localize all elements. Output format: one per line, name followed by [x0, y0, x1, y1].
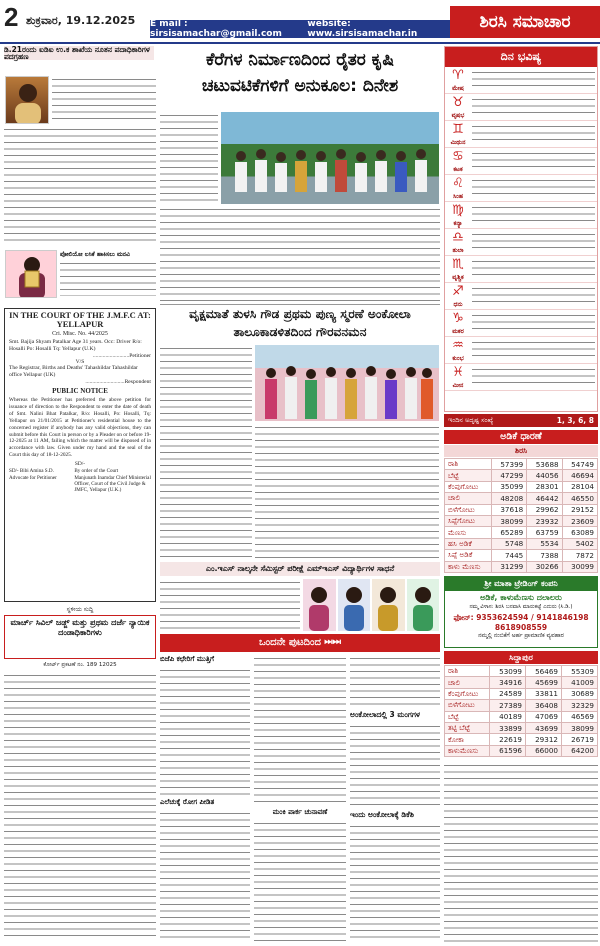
zodiac-row [445, 364, 597, 391]
ad-phone: ಫೋನ್: 9353624594 / 9141846198 [453, 613, 589, 622]
price-value: 28104 [562, 481, 597, 492]
story3-subhead: ಕೋರ್ಟ್ ಪ್ರಕಟಣೆ ನಂ. 189 12025 [43, 662, 117, 668]
zodiac-sign-icon: ♐ ಧನು [447, 285, 469, 311]
website-text[interactable]: website: www.sirsisamachar.in [307, 19, 418, 39]
second-story-body-1 [160, 345, 252, 559]
price-value: 5402 [562, 538, 597, 549]
price-value: 65289 [491, 527, 526, 538]
price-value: 5534 [527, 538, 562, 549]
price-value: 45699 [526, 677, 562, 688]
price-row [445, 470, 598, 481]
continued-body-6 [350, 723, 440, 807]
student-portrait-icon [303, 579, 335, 631]
price-value: 56469 [526, 666, 562, 677]
price-commodity: ಕಾಳುಮೆಣಸು [445, 745, 490, 756]
price-commodity: ಚಾಲಿ [445, 677, 490, 688]
petitioner-block: Smt. Bajija Shyam Patalkar Age 31 years. Occ: Driver R/o: Hosalli Po: Hosalli Tq: Yellapur (U.K) [9, 339, 142, 352]
lucky-number-label: ಇಂದಿನ ಅದೃಷ್ಟ ಸಂಖ್ಯೆ [448, 416, 494, 424]
story3-body [4, 672, 156, 940]
price-value: 54749 [562, 459, 597, 470]
respondent-block: The Registrar, Births and Deaths' Tahashildar Tahashildar office Yellapur (UK) [9, 365, 138, 378]
right-column-story [444, 762, 598, 942]
zodiac-sign-name: ಕುಂಭ [452, 355, 464, 362]
continued-body-5 [350, 655, 440, 707]
price-commodity: ಕೆಂಪುಗೋಟು [445, 688, 490, 699]
continued-sub2: ಎಲೆಚುಕ್ಕೆ ರೋಗ ಪೀಡಿತ [160, 798, 215, 806]
continued-body-3 [254, 655, 346, 805]
continued-body-2 [160, 810, 250, 942]
horoscope-title: ದಿನ ಭವಿಷ್ಯ [445, 47, 597, 67]
price-value: 63089 [562, 527, 597, 538]
second-headline: ವೃಕ್ಷಮಾತೆ ತುಳಸಿ ಗೌಡ ಪ್ರಥಮ ಪುಣ್ಯ ಸ್ಮರಣೆ ಅಂಕೋಲಾ ತಾಲೂಕಾಡಳಿತದಿಂದ ಗೌರವನಮನ [160, 304, 440, 342]
zodiac-row [445, 337, 597, 364]
price-value: 43699 [526, 722, 562, 733]
price-value: 28301 [527, 481, 562, 492]
student-photo-3 [372, 579, 405, 631]
price-row [445, 550, 598, 561]
lucky-number-bar [444, 414, 598, 427]
price-row [445, 561, 598, 572]
continued-sub5: ಇಂದು ಅಂಕೋಲಾಕ್ಕೆ ಡಿಕೆಶಿ [350, 810, 414, 819]
price-value: 30266 [527, 561, 562, 572]
zodiac-sign-name: ಕಟಕ [453, 166, 463, 173]
sirsi-label: ಶಿರಸಿ [444, 445, 598, 457]
price-commodity: ಬೆಟ್ಟೆ [445, 470, 492, 481]
price-value: 23609 [562, 515, 597, 526]
ad-phone-2: 8618908559 [494, 623, 548, 632]
zodiac-sign-icon: ♈ ಮೇಷ [447, 69, 469, 95]
price-commodity: ಕಾಳು ಮೆಣಸು [445, 561, 492, 572]
student-photo-4 [407, 579, 440, 631]
price-commodity: ರಾಶಿ [445, 666, 490, 677]
continued-sub3: ಮಂಕಿ ಪಾರ್ಕ ಚುನಾವಣೆ [272, 808, 328, 816]
ad-note: ನಮ್ಮಲ್ಲಿ ನಂಬಿಕೆಗೆ ಅರ್ಹ ಪ್ರಾಮಾಣಿಕ ವ್ಯವಹಾರ [478, 633, 564, 639]
price-value: 7388 [527, 550, 562, 561]
ad-tagline: ಅಡಿಕೆ, ಕಾಳುಮೆಣಸು ದಲಾಲರು [480, 593, 562, 602]
zodiac-sign-name: ಮಕರ [452, 328, 464, 335]
zodiac-prediction-text [472, 123, 595, 145]
speaker-photo [5, 76, 49, 124]
zodiac-prediction-text [472, 231, 595, 253]
price-value: 27389 [490, 700, 526, 711]
third-story-body [160, 579, 300, 631]
court-case-number: Cri. Misc. No. 44/2025 [52, 331, 108, 337]
zodiac-prediction-text [472, 312, 595, 334]
price-commodity: ಕೋಕಾ [445, 734, 490, 745]
lake-photo [221, 112, 439, 204]
student-photos [303, 579, 439, 631]
zodiac-sign-icon: ♌ ಸಿಂಹ [447, 177, 469, 203]
court-title: IN THE COURT OF THE J.M.F.C AT: YELLAPUR [9, 310, 151, 329]
third-headline: ಎಂ.ಇಎಸ್ ನಾಲ್ಕನೇ ಸೆಮಿಸ್ಟರ್ ಪರೀಕ್ಷೆ ಎಮ್ಇಎಸ್ ವಿದ್ಯಾರ್ಥಿಗಳ ಸಾಧನೆ [160, 562, 440, 576]
price-value: 47069 [526, 711, 562, 722]
award-photo [5, 250, 57, 298]
zodiac-row [445, 310, 597, 337]
continuation-ticker: ಒಂದನೇ ಪುಟದಿಂದ ⏭⏭ [160, 634, 440, 652]
zodiac-sign-name: ಸಿಂಹ [452, 193, 463, 200]
zodiac-list [445, 67, 597, 391]
email-text[interactable]: E mail : sirsisamachar@gmail.com [150, 19, 282, 39]
zodiac-prediction-text [472, 177, 595, 199]
price-value: 32329 [561, 700, 597, 711]
price-value: 33899 [490, 722, 526, 733]
price-value: 53099 [490, 666, 526, 677]
zodiac-prediction-text [472, 204, 595, 226]
gathering-photo-icon [255, 345, 439, 421]
zodiac-sign-name: ಮೇಷ [452, 85, 464, 92]
price-commodity: ಬಿಳೆಗೋಟು [445, 700, 490, 711]
price-row [445, 711, 598, 722]
student-photo-2 [338, 579, 371, 631]
price-row [445, 734, 598, 745]
price-commodity: ಸಿಪ್ಪೆ ಅಡಿಕೆ [445, 550, 492, 561]
price-value: 46550 [562, 493, 597, 504]
ad-address: ನಮ್ಮ ವಿಳಾಸ: ಶಿರಸಿ ಬನವಾಸಿ ಮಾರುಕಟ್ಟೆ ಎದುರು (ಸಿ.ಡಿ.) [469, 604, 573, 610]
price-value: 26719 [561, 734, 597, 745]
public-notice-title: PUBLIC NOTICE [52, 387, 108, 395]
price-value: 63759 [527, 527, 562, 538]
advocate-signature: SD/- Bibi Amina S.D. Advocate for Petitioner [9, 468, 57, 481]
price-value: 29962 [527, 504, 562, 515]
price-value: 31299 [491, 561, 526, 572]
price-value: 64200 [561, 745, 597, 756]
price-value: 37618 [491, 504, 526, 515]
zodiac-prediction-text [472, 69, 595, 91]
issue-date: ಶುಕ್ರವಾರ, 19.12.2025 [26, 14, 136, 27]
price-row [445, 527, 598, 538]
zodiac-prediction-text [472, 339, 595, 361]
price-value: 35099 [491, 481, 526, 492]
story1-headline: ಡಿ.21ರಂದು ಐಡಿಐ ಉ.ಕ ಶಾಖೆಯ ನೂತನ ಪದಾಧಿಕಾರಿಗಳ ಪದಗ್ರಹಣ [4, 46, 154, 60]
price-value: 47299 [491, 470, 526, 481]
zodiac-row [445, 67, 597, 94]
main-headline: ಕೆರೆಗಳ ನಿರ್ಮಾಣದಿಂದ ರೈತರ ಕೃಷಿ ಚಟುವಟಿಕೆಗಳಿಗೆ ಅನುಕೂಲ: ದಿನೇಶ [201, 50, 399, 96]
sirsi-price-table-wrap [444, 458, 598, 573]
price-value: 57399 [491, 459, 526, 470]
trading-ad [444, 576, 598, 648]
zodiac-sign-name: ಧನು [453, 301, 463, 308]
student-portrait-icon [407, 579, 439, 631]
price-value: 7872 [562, 550, 597, 561]
price-value: 29152 [562, 504, 597, 515]
petitioner-label: ..........................Petitioner [92, 353, 151, 359]
price-commodity: ಸಿಪ್ಪೆಗೋಟು [445, 515, 492, 526]
price-row [445, 538, 598, 549]
court-sd: SD/- [74, 461, 86, 468]
price-commodity: ಬಿಳೆಗೋಟು [445, 504, 492, 515]
price-value: 40189 [490, 711, 526, 722]
continued-sub1: ಬಿಜೆಪಿ ಕಛೇರಿಗೆ ಮುತ್ತಿಗೆ [160, 655, 215, 663]
story2-headline: ಪೋಲಿಯೋ ಲಸಿಕೆ ಹಾಕಿಸಲು ಮನವಿ [60, 251, 156, 297]
story1-body-1 [52, 76, 156, 124]
zodiac-sign-icon: ♓ ಮೀನ [447, 366, 469, 392]
price-row [445, 666, 598, 677]
page-number: 2 [4, 2, 19, 32]
price-value: 46442 [527, 493, 562, 504]
price-value: 23932 [527, 515, 562, 526]
price-value: 46569 [561, 711, 597, 722]
sirsi-price-table [444, 458, 598, 573]
zodiac-row [445, 175, 597, 202]
header-rule [0, 42, 600, 44]
continued-body-4 [254, 820, 346, 942]
story3-headline: ಮಾರ್ಚ್ ಸಿವಿಲ್ ಜಡ್ಜ್ ಮತ್ತು ಪ್ರಥಮ ದರ್ಜೆ ನ್ಯಾಯಿಕ ದಂಡಾಧಿಕಾರಿಗಳು [4, 615, 156, 659]
zodiac-sign-icon: ♍ ಕನ್ಯಾ [447, 204, 469, 230]
price-value: 30099 [562, 561, 597, 572]
zodiac-sign-icon: ♑ ಮಕರ [447, 312, 469, 338]
price-commodity: ಬೆಟ್ಟೆ [445, 711, 490, 722]
price-commodity: ಹಸಿ ಅಡಿಕೆ [445, 538, 492, 549]
price-value: 22619 [490, 734, 526, 745]
price-commodity: ಕೆಂಪುಗೋಟು [445, 481, 492, 492]
zodiac-sign-name: ವೃಶ್ಚಿಕ [452, 274, 464, 281]
price-row [445, 515, 598, 526]
second-story-body-2 [255, 424, 439, 559]
court-notice [4, 308, 156, 602]
zodiac-row [445, 148, 597, 175]
page-header [0, 0, 600, 44]
price-value: 33811 [526, 688, 562, 699]
price-row [445, 493, 598, 504]
siddapur-price-table-wrap [444, 665, 598, 757]
price-commodity: ತಟ್ಟಿ ಬೆಟ್ಟೆ [445, 722, 490, 733]
story1-body-2 [4, 126, 156, 244]
price-row [445, 459, 598, 470]
court-signatures [9, 468, 151, 494]
tribute-photo [255, 345, 439, 421]
zodiac-sign-icon: ♋ ಕಟಕ [447, 150, 469, 176]
student-photo-1 [303, 579, 336, 631]
respondent-label: ............................Respondent [85, 379, 151, 385]
price-value: 38099 [491, 515, 526, 526]
price-row [445, 481, 598, 492]
order-label: By order of the Court [74, 468, 119, 475]
price-value: 34916 [490, 677, 526, 688]
person-portrait-icon [6, 77, 49, 124]
price-value: 53688 [527, 459, 562, 470]
price-row [445, 688, 598, 699]
price-value: 30689 [561, 688, 597, 699]
crowd-photo-icon [221, 112, 439, 204]
price-value: 38099 [561, 722, 597, 733]
zodiac-sign-name: ವೃಷಭ [451, 112, 465, 119]
zodiac-prediction-text [472, 258, 595, 280]
price-value: 7445 [491, 550, 526, 561]
main-story-body-1 [160, 112, 218, 202]
zodiac-row [445, 229, 597, 256]
zodiac-prediction-text [472, 150, 595, 172]
price-row [445, 722, 598, 733]
ad-company: ಶ್ರೀ ಮಾತಾ ಟ್ರೇಡಿಂಗ್ ಕಂಪನಿ [445, 577, 597, 591]
zodiac-sign-name: ಮಿಥುನ [450, 139, 466, 146]
price-value: 48208 [491, 493, 526, 504]
price-row [445, 677, 598, 688]
zodiac-row [445, 121, 597, 148]
zodiac-row [445, 256, 597, 283]
areca-market-title: ಅಡಿಕೆ ಧಾರಣೆ [444, 430, 598, 444]
magistrate-signature: Manjunath Inamdar Chief Ministerial Officer, Court of the Civil Judge & JMFC, Yellapur (U.K.) [74, 474, 151, 494]
continued-body-1 [160, 667, 250, 795]
price-value: 44056 [527, 470, 562, 481]
price-commodity: ಚಾಲಿ [445, 493, 492, 504]
zodiac-row [445, 202, 597, 229]
zodiac-prediction-text [472, 285, 595, 307]
zodiac-sign-name: ಮೀನ [452, 382, 464, 389]
price-row [445, 504, 598, 515]
horoscope-panel [444, 46, 598, 412]
lucky-number-values: 1, 3, 6, 8 [556, 416, 594, 425]
price-value: 5748 [491, 538, 526, 549]
zodiac-row [445, 94, 597, 121]
siddapur-price-table [444, 665, 598, 757]
public-notice-body: Whereas the Petitioner has preferred the above petition for issuance of direction to the Respondent to enter the date of death of Smt. Nalini Bhat Patalkar, R/o: Hosalli, Po: Hosalli, Tq: Yellapur on 21/01/2015 at Petitioner's residential house to the concerned register if anybody has any valid objections, they can submit before this Court in person or by a Pleader on or before 19-12-2025 at 11 AM, failing which the matter will be disposed of in accordance with law. Given under my hand and the seal of the Court this day of 18-12-2025. [9, 397, 151, 459]
price-value: 55309 [561, 666, 597, 677]
zodiac-sign-icon: ♒ ಕುಂಭ [447, 339, 469, 365]
continued-body-7 [350, 823, 440, 942]
zodiac-prediction-text [472, 96, 595, 118]
story3-label: ಸ್ಥಳೀಯ ಸುದ್ದಿ [66, 606, 94, 613]
price-commodity: ಮೆಣಸು [445, 527, 492, 538]
continued-sub4: ಅಂಕೋಲಾದಲ್ಲಿ 3 ಮಂಗಗಳ [350, 710, 420, 719]
price-value: 46694 [562, 470, 597, 481]
award-frame-icon [6, 251, 57, 298]
zodiac-row [445, 283, 597, 310]
zodiac-sign-icon: ♎ ತುಲಾ [447, 231, 469, 257]
zodiac-sign-icon: ♉ ವೃಷಭ [447, 96, 469, 122]
versus-label: V/S [75, 359, 85, 365]
price-value: 29312 [526, 734, 562, 745]
zodiac-prediction-text [472, 366, 595, 388]
siddapur-label: ಸಿದ್ದಾಪುರ [444, 651, 598, 664]
story2-body [60, 260, 156, 296]
price-commodity: ರಾಶಿ [445, 459, 492, 470]
price-value: 24589 [490, 688, 526, 699]
main-story-body-2 [160, 206, 440, 302]
student-portrait-icon [372, 579, 404, 631]
price-value: 66000 [526, 745, 562, 756]
zodiac-sign-icon: ♏ ವೃಶ್ಚಿಕ [447, 258, 469, 284]
contact-bar [150, 20, 450, 38]
zodiac-sign-icon: ♊ ಮಿಥುನ [447, 123, 469, 149]
student-portrait-icon [338, 579, 370, 631]
price-row [445, 700, 598, 711]
price-value: 36408 [526, 700, 562, 711]
zodiac-sign-name: ತುಲಾ [452, 247, 464, 254]
masthead: ಶಿರಸಿ ಸಮಾಚಾರ [450, 6, 600, 38]
price-value: 41009 [561, 677, 597, 688]
price-value: 61596 [490, 745, 526, 756]
price-row [445, 745, 598, 756]
zodiac-sign-name: ಕನ್ಯಾ [453, 220, 463, 227]
